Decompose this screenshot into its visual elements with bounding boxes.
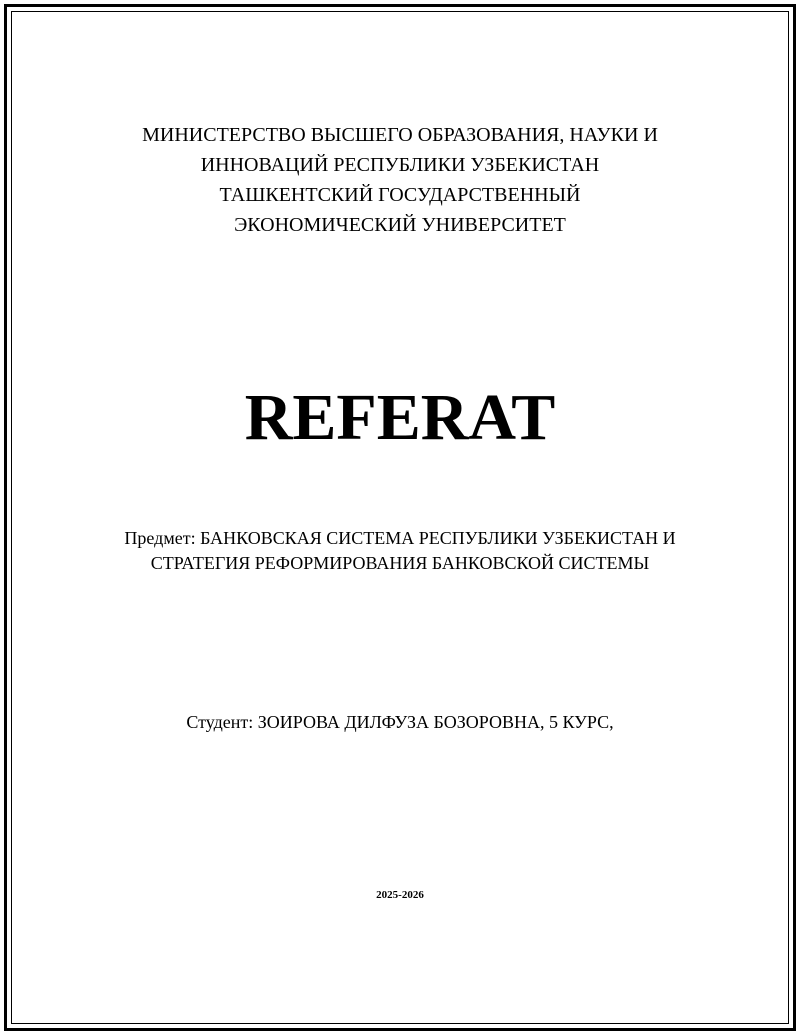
document-title: REFERAT (244, 381, 556, 454)
subject-line-1: Предмет: БАНКОВСКАЯ СИСТЕМА РЕСПУБЛИКИ УЗБЕКИСТАН И (124, 528, 676, 548)
header-line-4: ЭКОНОМИЧЕСКИЙ УНИВЕРСИТЕТ (234, 214, 566, 236)
header-line-2: ИННОВАЦИЙ РЕСПУБЛИКИ УЗБЕКИСТАН (200, 154, 600, 176)
header-line-3: ТАШКЕНТСКИЙ ГОСУДАРСТВЕННЫЙ (219, 184, 581, 206)
subject-block (0, 526, 800, 576)
header-line-1: МИНИСТЕРСТВО ВЫСШЕГО ОБРАЗОВАНИЯ, НАУКИ И (142, 124, 658, 146)
institution-header (0, 120, 800, 240)
academic-year: 2025-2026 (376, 889, 424, 901)
subject-line-2: СТРАТЕГИЯ РЕФОРМИРОВАНИЯ БАНКОВСКОЙ СИСТЕМЫ (150, 553, 650, 573)
student-info: Студент: ЗОИРОВА ДИЛФУЗА БОЗОРОВНА, 5 КУРС, (186, 712, 614, 732)
